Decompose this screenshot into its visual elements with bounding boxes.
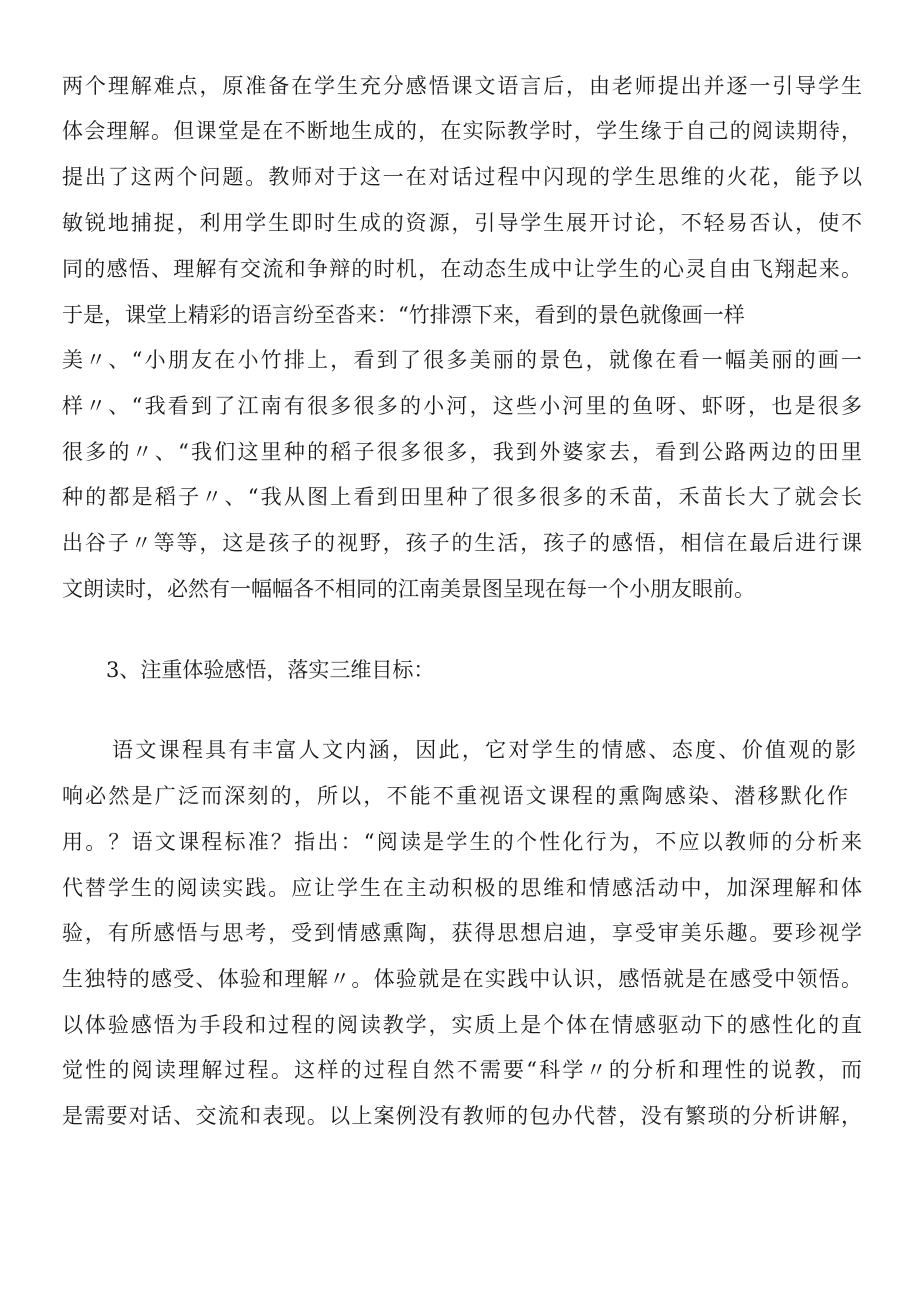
paragraph2-line-2: 响必然是广泛而深刻的，所以，不能不重视语文课程的熏陶感染、潜移默化作 xyxy=(62,784,848,808)
paragraph2-line-4: 代替学生的阅读实践。应让学生在主动积极的思维和情感活动中，加深理解和体 xyxy=(62,876,862,900)
paragraph2-line-8: 觉性的阅读理解过程。这样的过程自然不需要“科学〃的分析和理性的说教，而 xyxy=(62,1058,862,1082)
paragraph1-line-9: 很多的〃、“我们这里种的稻子很多很多，我到外婆家去，看到公路两边的田里 xyxy=(62,440,862,464)
paragraph1-line-2: 体会理解。但课堂是在不断地生成的，在实际教学时，学生缘于自己的阅读期待， xyxy=(62,119,862,143)
section-heading: 3、注重体验感悟，落实三维目标： xyxy=(106,658,435,682)
paragraph1-line-3: 提出了这两个问题。教师对于这一在对话过程中闪现的学生思维的火花，能予以 xyxy=(62,165,862,189)
paragraph2-line-1: 语文课程具有丰富人文内涵，因此，它对学生的情感、态度、价值观的影 xyxy=(112,738,856,762)
paragraph1-line-11: 出谷子〃等等，这是孩子的视野，孩子的生活，孩子的感悟，相信在最后进行课 xyxy=(62,531,862,555)
paragraph1-line-10: 种的都是稻子〃、“我从图上看到田里种了很多很多的禾苗，禾苗长大了就会长 xyxy=(62,485,862,509)
paragraph1-line-6: 于是，课堂上精彩的语言纷至沓来：“竹排漂下来，看到的景色就像画一样 xyxy=(62,303,745,327)
paragraph1-line-5: 同的感悟、理解有交流和争辩的时机，在动态生成中让学生的心灵自由飞翔起来。 xyxy=(62,257,862,281)
paragraph2-line-9: 是需要对话、交流和表现。以上案例没有教师的包办代替，没有繁琐的分析讲解， xyxy=(62,1104,862,1128)
paragraph1-line-1: 两个理解难点，原准备在学生充分感悟课文语言后，由老师提出并逐一引导学生 xyxy=(62,74,862,98)
paragraph1-line-4: 敏锐地捕捉，利用学生即时生成的资源，引导学生展开讨论，不轻易否认，使不 xyxy=(62,211,862,235)
paragraph1-line-7: 美〃、“小朋友在小竹排上，看到了很多美丽的景色，就像在看一幅美丽的画一 xyxy=(62,348,862,372)
paragraph2-line-7: 以体验感悟为手段和过程的阅读教学，实质上是个体在情感驱动下的感性化的直 xyxy=(62,1013,862,1037)
paragraph1-line-8: 样〃、“我看到了江南有很多很多的小河，这些小河里的鱼呀、虾呀，也是很多 xyxy=(62,394,862,418)
paragraph2-line-6: 生独特的感受、体验和理解〃。体验就是在实践中认识，感悟就是在感受中领悟。 xyxy=(62,967,862,991)
paragraph1-line-12: 文朗读时，必然有一幅幅各不相同的江南美景图呈现在每一个小朋友眼前。 xyxy=(62,577,755,601)
paragraph2-line-5: 验，有所感悟与思考，受到情感熏陶，获得思想启迪，享受审美乐趣。要珍视学 xyxy=(62,921,862,945)
paragraph2-line-3: 用。？语文课程标准？指出：“阅读是学生的个性化行为，不应以教师的分析来 xyxy=(62,830,862,854)
